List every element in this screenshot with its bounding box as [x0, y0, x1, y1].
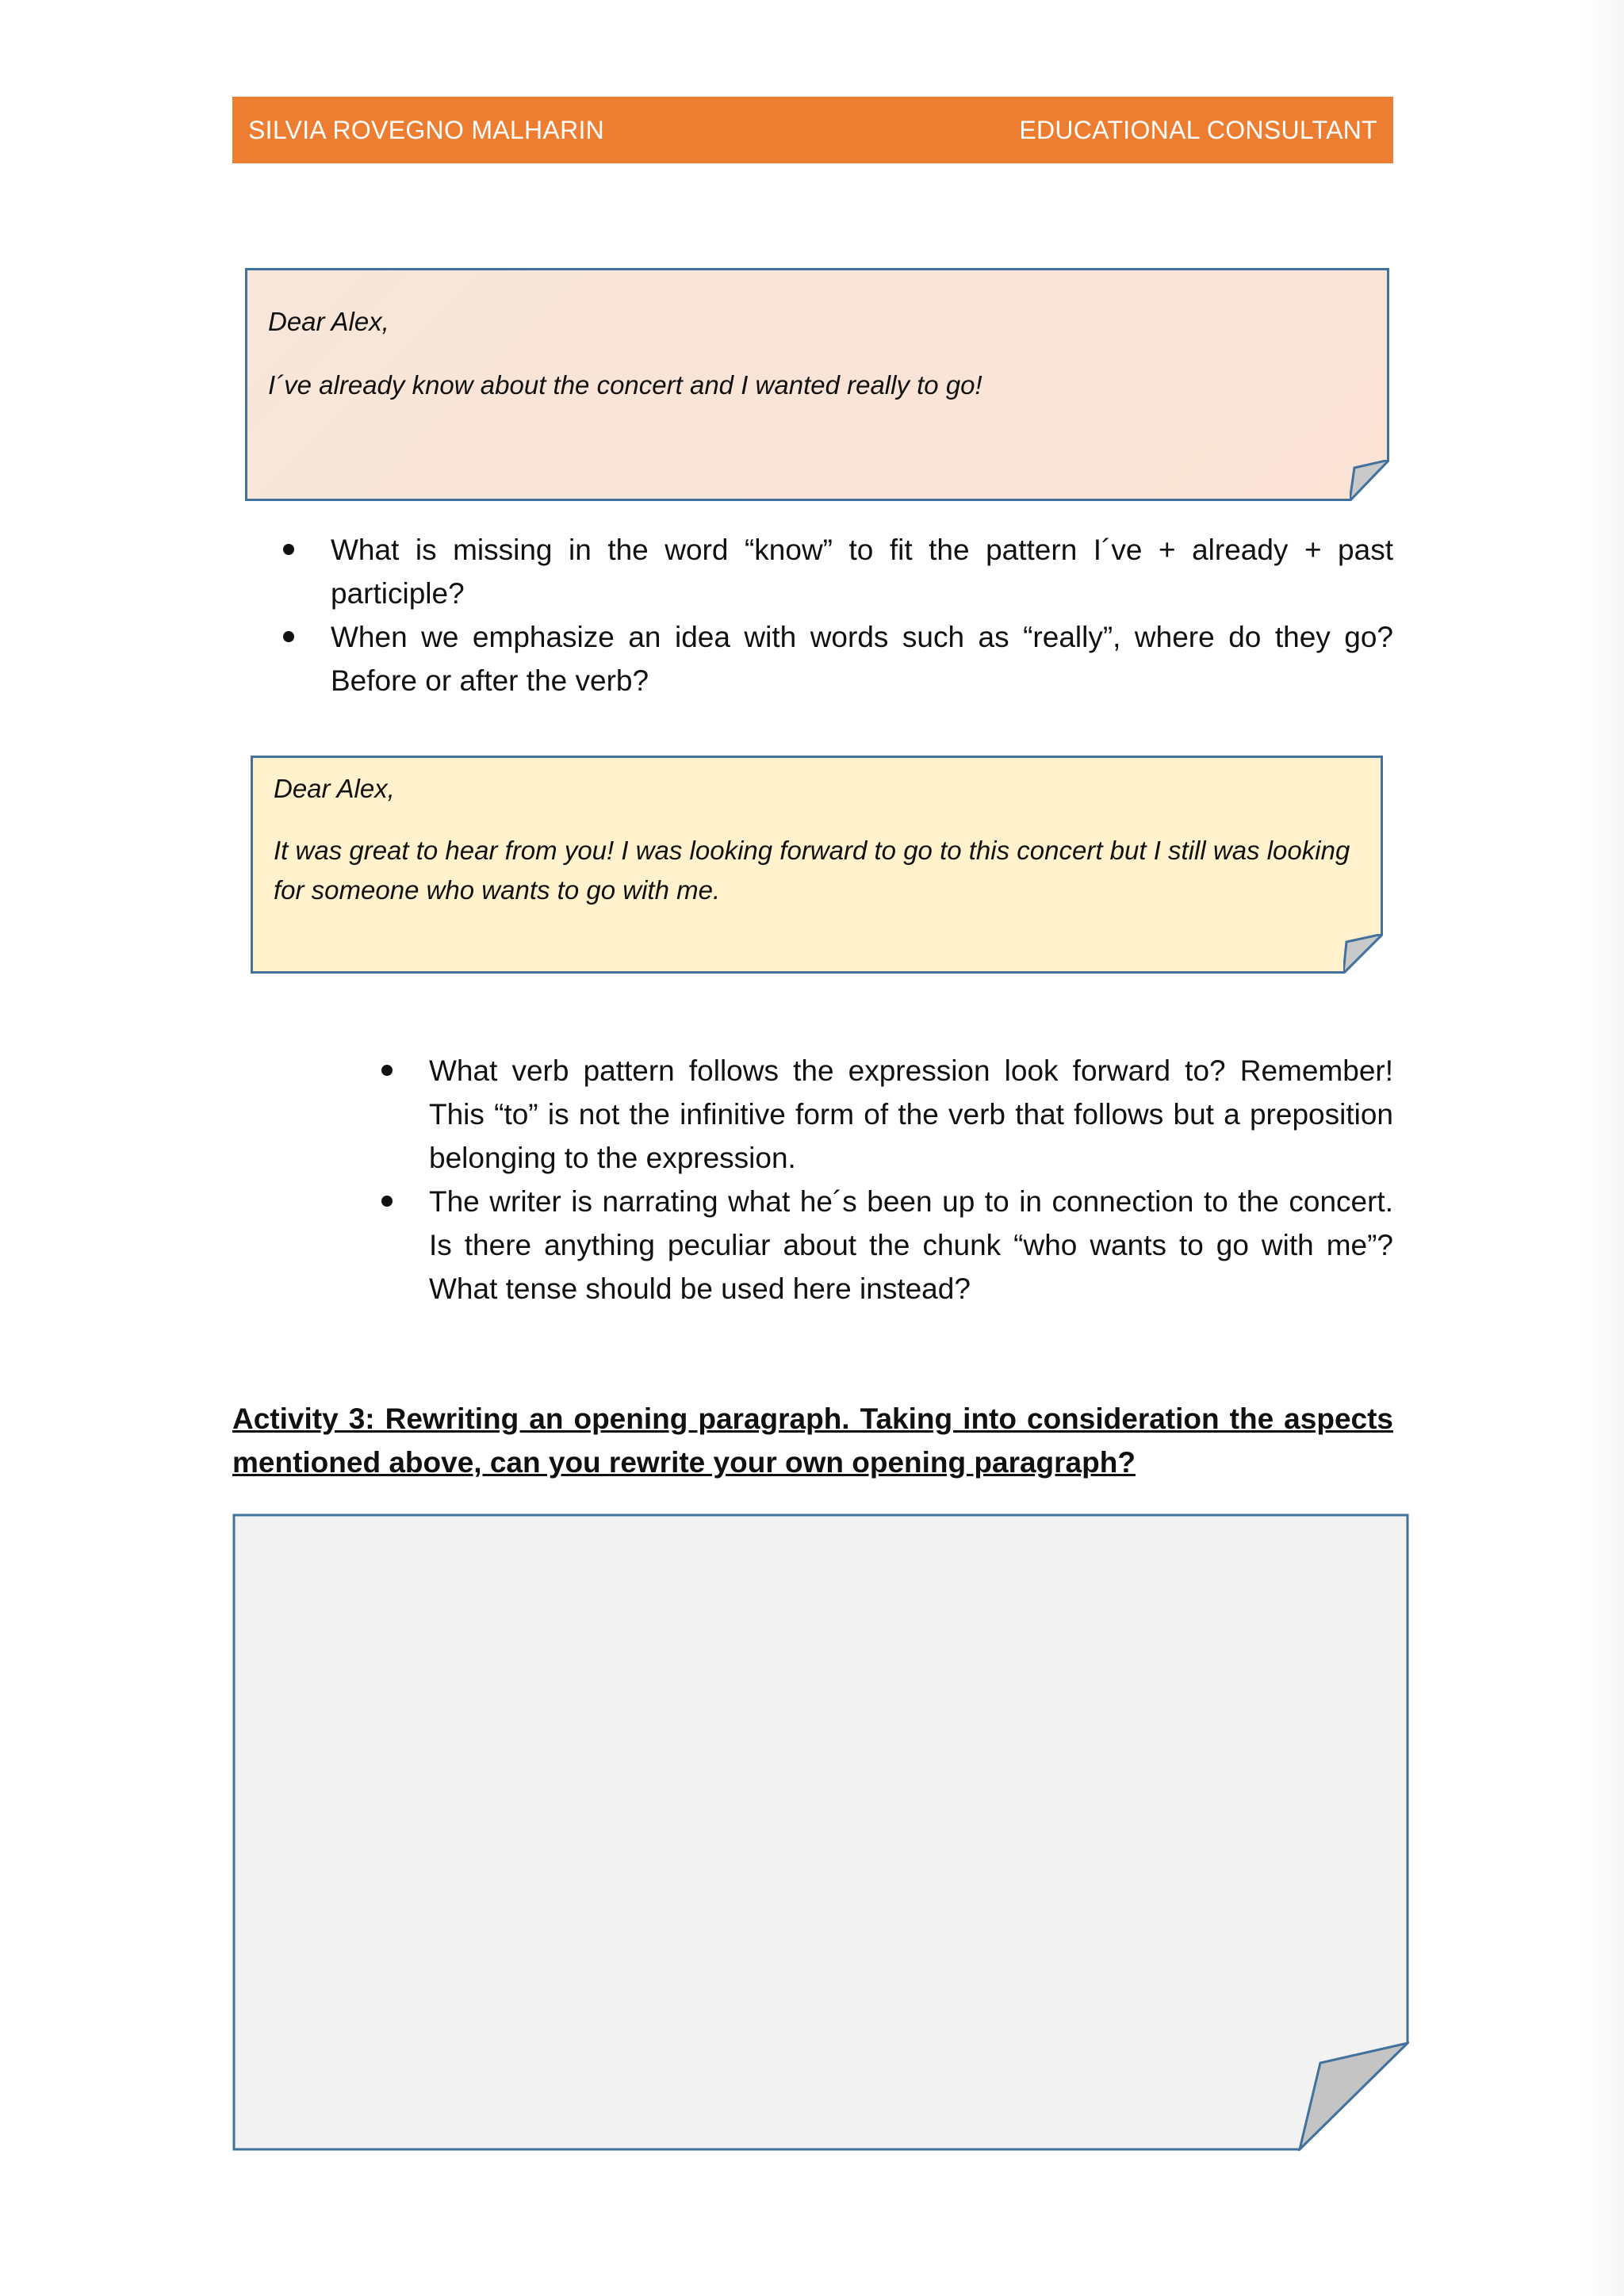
letter-note-2	[251, 756, 1383, 974]
bullet-icon	[381, 1065, 393, 1076]
question-text: What verb pattern follows the expression look forward to? Remember! This “to” is not the infinitive form of the verb that follows but a preposition belonging to the expression.	[429, 1054, 1393, 1174]
page-curl-icon	[1343, 934, 1383, 974]
question-item	[429, 1049, 1393, 1180]
question-text: When we emphasize an idea with words such as “really”, where do they go? Before or after the verb?	[331, 621, 1393, 697]
question-list-2	[429, 1049, 1393, 1311]
bullet-icon	[283, 544, 294, 555]
bullet-icon	[381, 1196, 393, 1207]
question-item	[331, 528, 1393, 615]
question-item	[331, 615, 1393, 702]
note2-salutation: Dear Alex,	[274, 774, 395, 803]
letter-note-1	[245, 268, 1389, 501]
note1-body: I´ve already know about the concert and I wanted really to go!	[268, 370, 982, 400]
page-header	[232, 97, 1393, 163]
question-text: The writer is narrating what he´s been up to in connection to the concert. Is there anything peculiar about the chunk “who wants to go with me”? What tense should be used here instead?	[429, 1185, 1393, 1305]
question-list-1	[331, 528, 1393, 702]
note2-body: It was great to hear from you! I was looking forward to go to this concert but I still was looking for someone who wants to go with me.	[274, 836, 1350, 905]
note1-salutation: Dear Alex,	[268, 307, 389, 336]
answer-box[interactable]	[232, 1513, 1409, 2151]
header-role: EDUCATIONAL CONSULTANT	[1019, 115, 1377, 144]
bullet-icon	[283, 631, 294, 642]
header-author: SILVIA ROVEGNO MALHARIN	[248, 115, 605, 144]
activity-heading: Activity 3: Rewriting an opening paragraph. Taking into consideration the aspects mentioned above, can you rewrite your own opening paragraph?	[232, 1402, 1393, 1479]
page-curl-icon	[1350, 460, 1389, 501]
question-text: What is missing in the word “know” to fit the pattern I´ve + already + past participle?	[331, 534, 1393, 610]
question-item	[429, 1180, 1393, 1311]
